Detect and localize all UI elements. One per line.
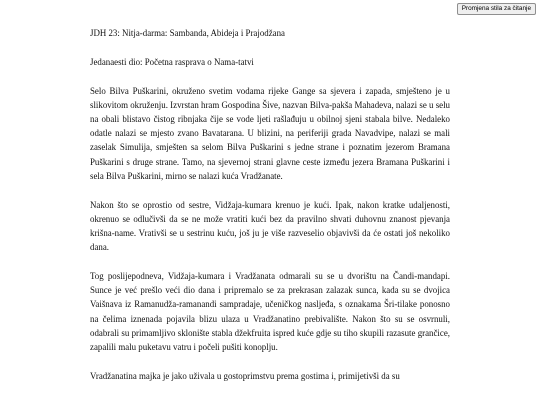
paragraph-3: Tog poslijepodneva, Vidžaja-kumara i Vradžanata odmarali su se u dvorištu na Čandi-mandapi. Sunce je već prešlo veći dio dana i pripremalo se za prekrasan zalazak sunca, kada su se dvojica Vaišnava iz Ramanudža-ramanandi sampradaje, učeničkog nasljeđa, s oznakama Šri-tilake ponosno na čelima iznenada pojavila blizu ulaza u Vradžanatino prebivalište. Nakon što su se osvrnuli, odabrali su primamljivo sklonište stabla džekfruita ispred kuće gdje su tiho skupili razasute grančice, zapalili malu puketavu vatru i počeli pušiti konoplju.: [90, 271, 450, 353]
paragraph-2: Nakon što se oprostio od sestre, Vidžaja-kumara krenuo je kući. Ipak, nakon kratke udaljenosti, okrenuo se odlučivši da se ne može vratiti kući bez da pravilno shvati duhovnu znanost pjevanja krišna-name. Vrativši se u sestrinu kuću, još ju je više razveselio objavivši da će ostati još nekoliko dana.: [90, 199, 450, 253]
article: [90, 26, 450, 398]
paragraph-4: Vradžanatina majka je jako uživala u gostoprimstvu prema gostima i, primijetivši da su: [90, 370, 400, 381]
article-subtitle: Jedanaesti dio: Početna rasprava o Nama-tatvi: [90, 56, 254, 67]
change-reading-style-button[interactable]: Promjena stila za čitanje: [457, 3, 536, 15]
article-title: JDH 23: Nitja-darma: Sambanda, Abideja i Prajodžana: [90, 28, 285, 38]
paragraph-1: Selo Bilva Puškarini, okruženo svetim vodama rijeke Gange sa sjevera i zapada, smješteno je u slikovitom okruženju. Izvrstan hram Gospodina Šive, nazvan Bilva-pakša Mahadeva, nalazi se u selu na obali blistavo čistog ribnjaka čije se vode ljeti rašlađuju u obilnoj sjeni stabala bilve. Nedaleko odatle nalazi se mjesto zvano Bavatarana. U blizini, na periferiji grada Navadvipe, nalazi se mali zaselak Simulija, smješten sa selom Bilva Puškarini s jedne strane i poznatim jezerom Bramana Puškarini s druge strane. Tamo, na sjevernoj strani glavne ceste između jezera Bramana Puškarini i sela Bilva Puškarini, mirno se nalazi kuća Vradžanate.: [90, 85, 450, 181]
